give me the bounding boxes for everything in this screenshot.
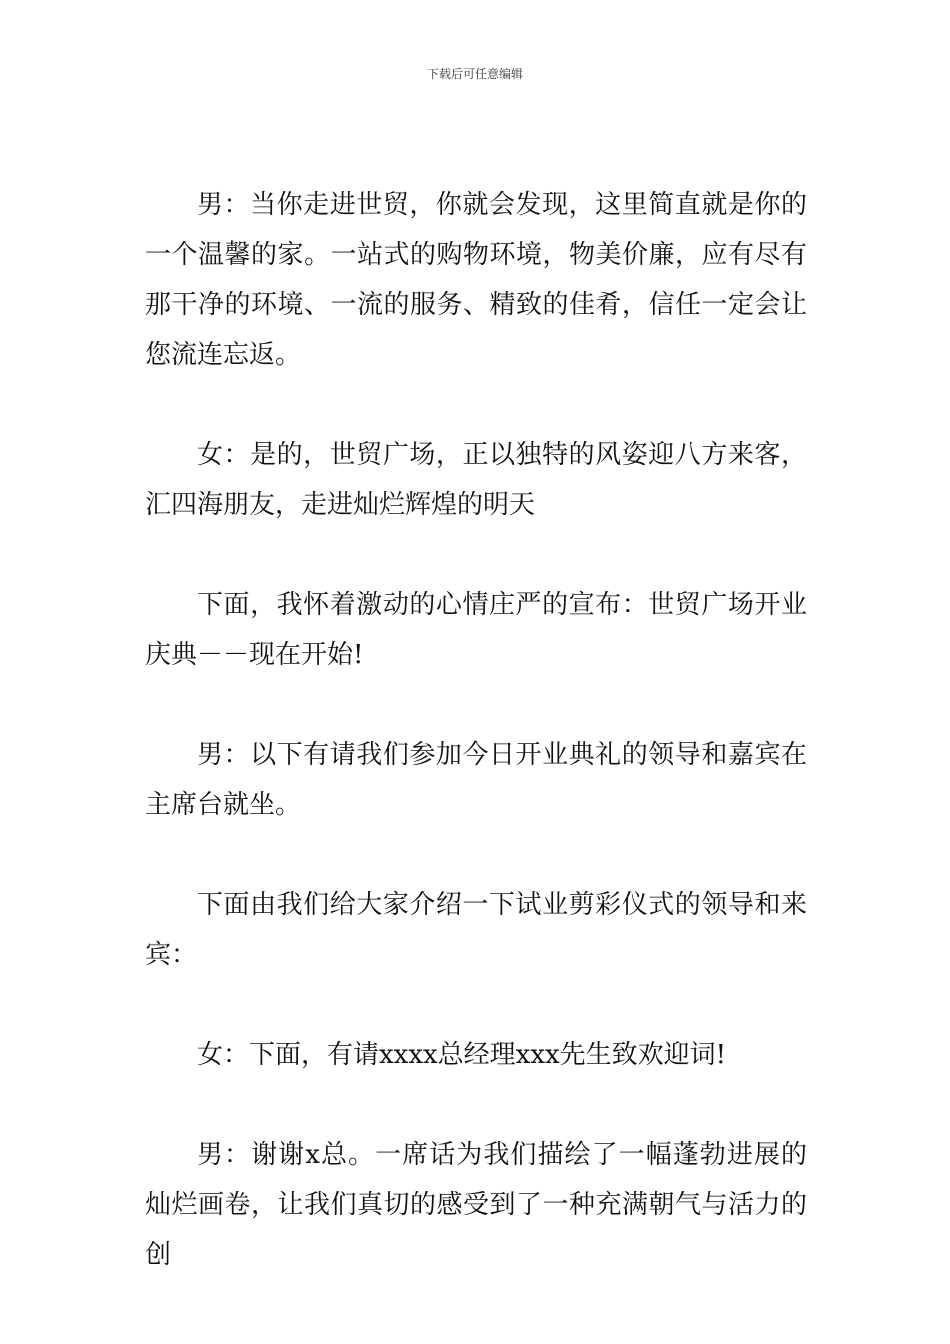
- paragraph-spacer: [145, 830, 807, 880]
- paragraph: 男：谢谢x总。一席话为我们描绘了一幅蓬勃进展的灿烂画卷，让我们真切的感受到了一种充满朝气与活力的创: [145, 1140, 807, 1270]
- page-header-note: 下载后可任意编辑: [426, 67, 523, 81]
- document-body: [145, 180, 807, 1280]
- paragraph-spacer: [145, 380, 807, 430]
- paragraph: 女：是的，世贸广场，正以独特的风姿迎八方来客，汇四海朋友，走进灿烂辉煌的明天: [145, 440, 807, 520]
- paragraph-spacer: [145, 1080, 807, 1130]
- paragraph: 下面由我们给大家介绍一下试业剪彩仪式的领导和来宾：: [145, 890, 807, 970]
- paragraph-spacer: [145, 680, 807, 730]
- paragraph-spacer: [145, 530, 807, 580]
- paragraph: 女：下面，有请xxxx总经理xxx先生致欢迎词!: [197, 1040, 727, 1070]
- paragraph-spacer: [145, 980, 807, 1030]
- paragraph: 男：当你走进世贸，你就会发现，这里简直就是你的一个温馨的家。一站式的购物环境，物美价廉，应有尽有那干净的环境、一流的服务、精致的佳肴，信任一定会让您流连忘返。: [145, 190, 807, 370]
- paragraph: 男：以下有请我们参加今日开业典礼的领导和嘉宾在主席台就坐。: [145, 740, 807, 820]
- paragraph: 下面，我怀着激动的心情庄严的宣布：世贸广场开业庆典－－现在开始!: [145, 590, 807, 670]
